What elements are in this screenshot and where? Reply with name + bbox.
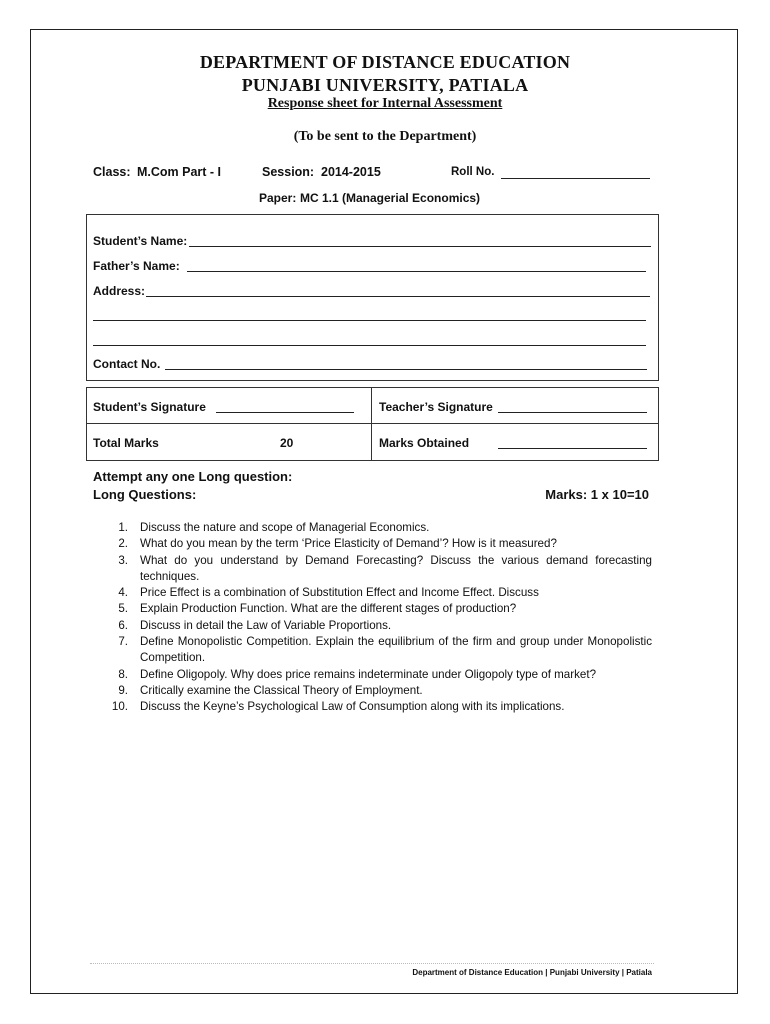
teacher-signature-field[interactable] [498, 412, 647, 413]
list-item [110, 634, 652, 667]
session-value: 2014-2015 [321, 165, 381, 179]
roll-number-field[interactable] [501, 178, 650, 179]
list-item [110, 553, 652, 586]
session-label: Session: [262, 165, 315, 179]
footer-divider [90, 963, 654, 964]
attempt-instruction: Attempt any one Long question: [93, 469, 293, 484]
question-number: 7. [118, 635, 128, 649]
marks-obtained-label: Marks Obtained [379, 436, 470, 450]
question-text: Define Oligopoly. Why does price remains indeterminate under Oligopoly type of market? [140, 667, 597, 681]
list-item [110, 667, 652, 683]
question-number: 5. [118, 602, 128, 616]
marks-obtained-field[interactable] [498, 448, 647, 449]
question-number: 8. [118, 667, 128, 681]
student-signature-label: Student’s Signature [93, 400, 206, 414]
list-item [110, 699, 652, 715]
question-number: 6. [118, 618, 128, 632]
total-marks-value: 20 [280, 436, 294, 450]
question-text: What do you mean by the term ‘Price Elasticity of Demand’? How is it measured? [140, 537, 557, 551]
question-text: Explain Production Function. What are the different stages of production? [140, 602, 517, 616]
list-item [110, 601, 652, 617]
send-note: (To be sent to the Department) [293, 129, 477, 144]
paper-value: MC 1.1 (Managerial Economics) [300, 191, 481, 205]
question-text: Define Monopolistic Competition. Explain the equilibrium of the firm and group under Monopolistic Competition. [140, 635, 652, 665]
question-number: 3. [118, 553, 128, 567]
address-field-line-3[interactable] [93, 345, 646, 346]
contact-field[interactable] [165, 369, 647, 370]
class-label: Class: [93, 165, 131, 179]
teacher-signature-label: Teacher’s Signature [379, 400, 493, 414]
question-text: Discuss the nature and scope of Managerial Economics. [140, 521, 430, 534]
paper-label: Paper: [259, 191, 297, 205]
list-item [110, 585, 652, 601]
table-row-divider [86, 423, 659, 424]
question-number: 2. [118, 537, 128, 551]
roll-label: Roll No. [451, 166, 495, 178]
address-label: Address: [93, 284, 146, 298]
page-footer: Department of Distance Education | Punjabi University | Patiala [412, 968, 652, 977]
address-field-line-2[interactable] [93, 320, 646, 321]
father-name-label: Father’s Name: [93, 259, 180, 273]
question-text: Price Effect is a combination of Substitution Effect and Income Effect. Discuss [140, 586, 539, 600]
question-text: Discuss in detail the Law of Variable Proportions. [140, 618, 392, 632]
father-name-field[interactable] [187, 271, 646, 272]
contact-label: Contact No. [93, 357, 161, 371]
question-number: 4. [118, 586, 128, 600]
class-value: M.Com Part - I [137, 165, 222, 179]
list-item [110, 683, 652, 699]
question-text: Critically examine the Classical Theory of Employment. [140, 683, 423, 697]
address-field-line-1[interactable] [146, 296, 650, 297]
list-item [110, 618, 652, 634]
list-item [110, 520, 652, 536]
student-signature-field[interactable] [216, 412, 354, 413]
question-list [110, 520, 652, 716]
list-item [110, 536, 652, 552]
long-questions-heading: Long Questions: [93, 487, 197, 502]
question-text: What do you understand by Demand Forecasting? Discuss the various demand forecasting techniques. [140, 553, 652, 583]
university-title: PUNJABI UNIVERSITY, PATIALA [241, 75, 529, 95]
student-name-label: Student’s Name: [93, 234, 188, 248]
signature-marks-table [86, 387, 659, 461]
question-number: 1. [118, 521, 128, 534]
total-marks-label: Total Marks [93, 436, 159, 450]
question-number: 9. [118, 683, 128, 697]
question-number: 10. [111, 700, 128, 714]
marks-scheme: Marks: 1 x 10=10 [545, 487, 649, 502]
question-text: Discuss the Keyne’s Psychological Law of Consumption along with its implications. [140, 700, 565, 714]
form-subtitle: Response sheet for Internal Assessment [267, 96, 503, 111]
student-name-field[interactable] [189, 246, 651, 247]
table-column-divider [371, 387, 372, 461]
department-title: DEPARTMENT OF DISTANCE EDUCATION [199, 52, 571, 72]
